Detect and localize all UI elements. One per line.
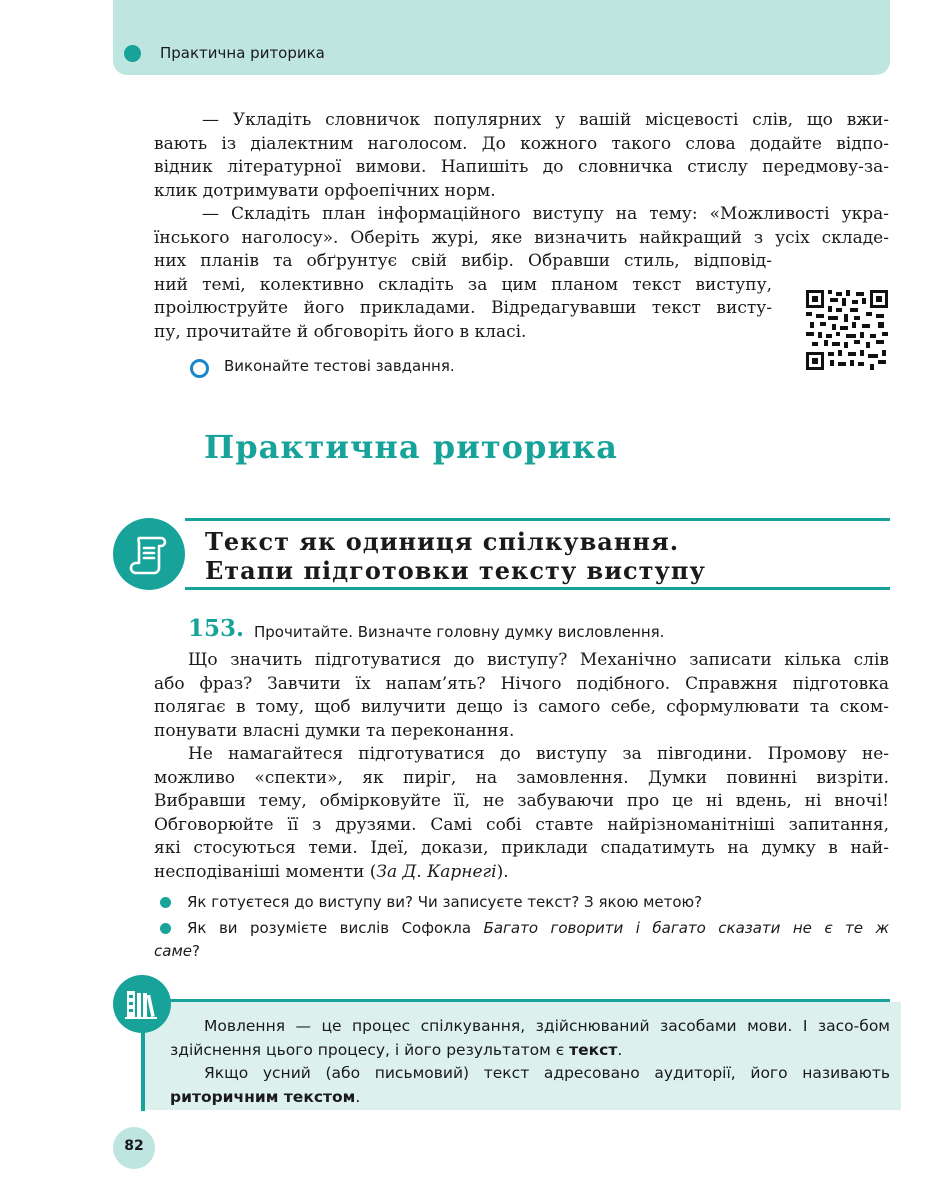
text-line: клик дотримувати орфоепічних норм. bbox=[154, 180, 496, 201]
text-line: можливо «спекти», як пиріг, на замовлення. Думки повинні визріти. bbox=[154, 767, 889, 788]
topic-title-line-2: Етапи підготовки тексту виступу bbox=[205, 556, 706, 585]
test-task-circle-icon bbox=[190, 359, 209, 378]
question-1: Як готуєтеся до виступу ви? Чи записуєте текст? З якою метою? bbox=[187, 893, 703, 911]
question-2 bbox=[154, 917, 889, 963]
term-text: текст bbox=[569, 1040, 618, 1059]
topic-title-line-1: Текст як одиниця спілкування. bbox=[205, 527, 680, 556]
topic-badge bbox=[113, 518, 185, 590]
header-band bbox=[113, 0, 890, 75]
rule-text bbox=[170, 1015, 890, 1109]
text-line bbox=[154, 917, 889, 940]
exercise-paragraph-1 bbox=[154, 649, 889, 743]
term-rhetorical-text: риторичним текстом bbox=[170, 1087, 356, 1106]
running-header-title: Практична риторика bbox=[160, 44, 325, 62]
exercise-task: Прочитайте. Визначте головну думку висловлення. bbox=[254, 623, 665, 641]
text-fragment: Як ви розумієте вислів Софокла bbox=[187, 919, 484, 937]
text-line: їнського наголосу». Оберіть журі, яке визначить найкращий з усіх складе- bbox=[154, 227, 889, 248]
text-fragment: ). bbox=[496, 861, 509, 882]
text-fragment: Якщо усний (або письмовий) текст адресовано аудиторії, його називають bbox=[204, 1064, 890, 1082]
text-line: які стосуються теми. Ідеї, докази, приклади спадатимуть на думку в най- bbox=[154, 838, 889, 858]
text-line: — Укладіть словничок популярних у вашій місцевості слів, що вжи- bbox=[202, 110, 889, 130]
text-line: або фраз? Завчити їх напам’ять? Нічого подібного. Справжня підготовка bbox=[154, 673, 889, 694]
text-line: відник літературної вимови. Напишіть до словничка стислу передмову-за- bbox=[154, 157, 889, 177]
exercise-number: 153. bbox=[188, 615, 245, 642]
scroll-icon bbox=[113, 518, 185, 590]
intro-paragraph-1 bbox=[154, 109, 889, 203]
source-attribution: За Д. Карнегі bbox=[376, 861, 497, 882]
text-fragment: ? bbox=[191, 942, 200, 960]
topic-rule-top bbox=[185, 518, 890, 521]
text-line: вають із діалектним наголосом. До кожного такого слова додайте відпо- bbox=[154, 133, 889, 154]
text-fragment: . bbox=[355, 1087, 361, 1106]
quote-fragment: Багато говорити і багато сказати не є те ж bbox=[483, 919, 889, 937]
section-title: Практична риторика bbox=[204, 428, 618, 466]
text-line: пу, прочитайте й обговоріть його в класі. bbox=[154, 321, 527, 342]
text-line: понувати власні думки та переконання. bbox=[154, 720, 515, 741]
rule-paragraph-1 bbox=[170, 1015, 890, 1062]
text-fragment: Мовлення — це процес спілкування, здійснюваний засобами мови. І засо-бом здійснення цього процесу, і його результатом є bbox=[170, 1017, 890, 1059]
text-line bbox=[154, 940, 889, 963]
text-line: Обговорюйте її з друзями. Самі собі ставте найрізноманітніші запитання, bbox=[154, 814, 889, 835]
text-line: проілюструйте його прикладами. Відредагувавши текст висту- bbox=[154, 298, 772, 318]
text-line: — Складіть план інформаційного виступу на тему: «Можливості укра- bbox=[202, 204, 889, 224]
intro-paragraph-2 bbox=[154, 203, 889, 250]
test-task-label[interactable]: Виконайте тестові завдання. bbox=[224, 357, 455, 375]
text-line: ний темі, колективно складіть за цим планом текст виступу, bbox=[154, 274, 772, 295]
header-dot-icon bbox=[124, 45, 141, 62]
text-line: Не намагайтеся підготуватися до виступу за півгодини. Промову не- bbox=[188, 744, 889, 764]
bullet-dot-icon bbox=[160, 897, 171, 908]
rule-paragraph-2 bbox=[170, 1062, 890, 1109]
text-fragment: . bbox=[617, 1040, 623, 1059]
text-line: Що значить підготуватися до виступу? Механічно записати кілька слів bbox=[188, 650, 889, 670]
text-line bbox=[154, 861, 889, 885]
text-line: Вибравши тему, обмірковуйте її, не забуваючи про це ні вдень, ні вночі! bbox=[154, 791, 889, 811]
rule-badge bbox=[113, 975, 171, 1033]
topic-rule-bottom bbox=[185, 587, 890, 590]
rule-top-line bbox=[168, 999, 890, 1002]
qr-code-icon[interactable] bbox=[806, 290, 888, 370]
text-line: них планів та обґрунтує свій вибір. Обравши стиль, відповід- bbox=[154, 251, 772, 271]
quote-fragment: саме bbox=[154, 942, 192, 960]
topic-title bbox=[205, 527, 706, 585]
text-fragment: несподіваніші моменти ( bbox=[154, 861, 377, 882]
intro-paragraph-2-cont bbox=[154, 250, 772, 344]
exercise-paragraph-2 bbox=[154, 743, 889, 884]
books-abv-icon bbox=[113, 975, 171, 1033]
page-number: 82 bbox=[124, 1138, 144, 1154]
text-line: полягає в тому, щоб вилучити дещо із самого себе, сформулювати та ском- bbox=[154, 697, 889, 717]
